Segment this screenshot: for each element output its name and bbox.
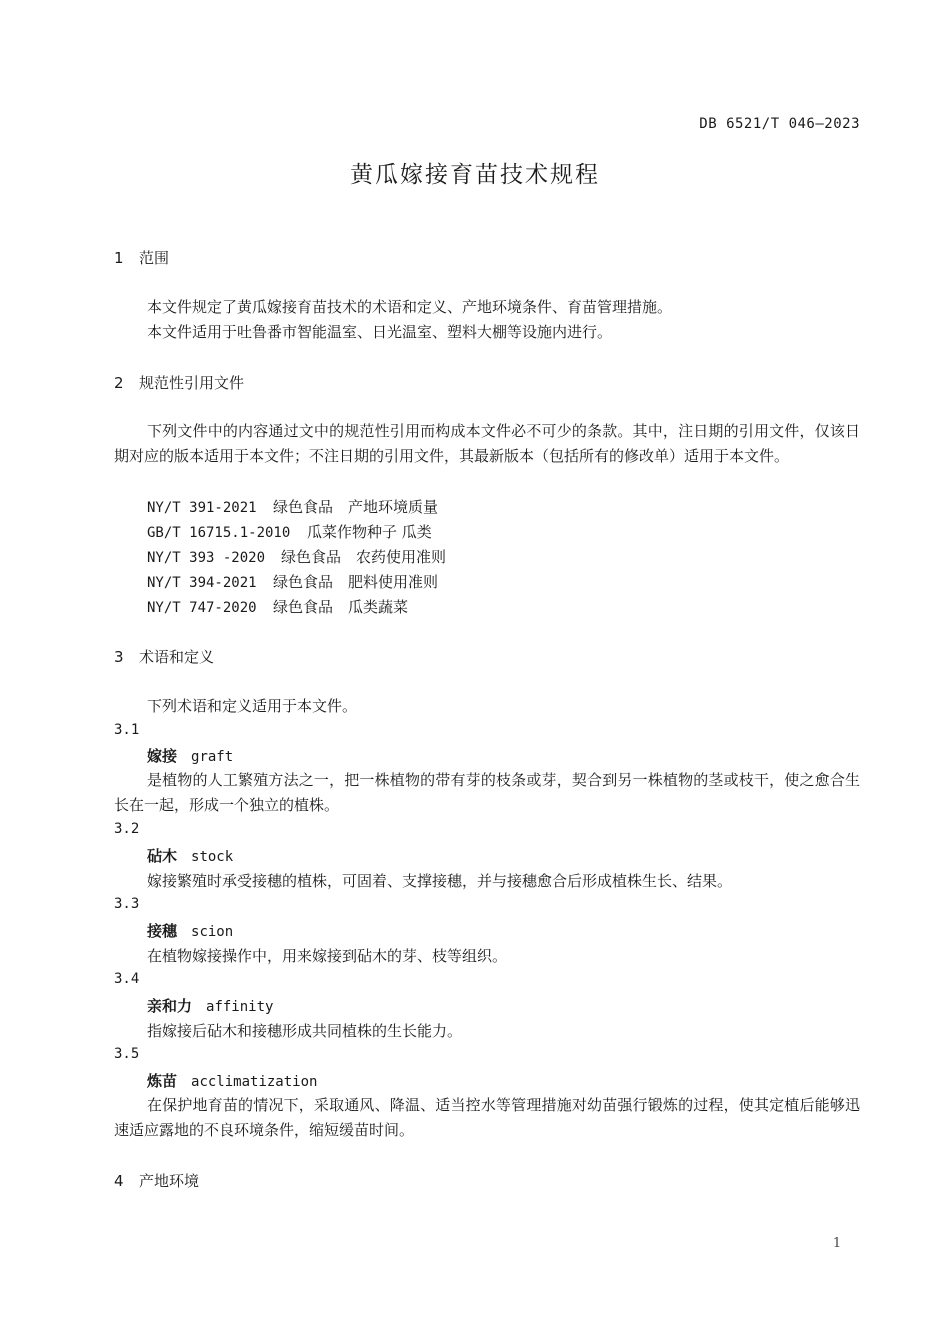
term-definition: 在植物嫁接操作中，用来嫁接到砧木的芽、枝等组织。 — [147, 947, 508, 965]
term-chinese: 砧木 — [147, 847, 178, 865]
reference-item — [147, 596, 408, 617]
section-number: 4 — [114, 1172, 124, 1190]
reference-item — [147, 571, 438, 592]
term-title — [147, 845, 233, 866]
reference-name: 瓜菜作物种子 瓜类 — [307, 523, 432, 541]
term-chinese: 亲和力 — [147, 997, 193, 1015]
reference-code: GB/T 16715.1-2010 — [147, 525, 291, 541]
term-number: 3.3 — [114, 896, 140, 912]
document-number: DB 6521/T 046—2023 — [699, 116, 860, 132]
term-number: 3.1 — [114, 722, 140, 738]
term-definition: 是植物的人工繁殖方法之一，把一株植物的带有芽的枝条或芽，契合到另一株植物的茎或枝干，使之愈合生长在一起，形成一个独立的植株。 — [114, 771, 860, 814]
reference-name: 绿色食品 瓜类蔬菜 — [273, 598, 409, 616]
section-heading-scope — [114, 247, 169, 268]
reference-code: NY/T 391-2021 — [147, 500, 257, 516]
section-number: 1 — [114, 249, 124, 267]
section-title: 产地环境 — [139, 1172, 200, 1190]
term-chinese: 嫁接 — [147, 747, 178, 765]
reference-code: NY/T 747-2020 — [147, 600, 257, 616]
term-title — [147, 745, 233, 766]
term-english: graft — [191, 749, 234, 765]
term-title — [147, 995, 273, 1016]
term-chinese: 接穗 — [147, 922, 178, 940]
reference-name: 绿色食品 产地环境质量 — [273, 498, 439, 516]
term-definition: 嫁接繁殖时承受接穗的植株，可固着、支撑接穗，并与接穗愈合后形成植株生长、结果。 — [147, 872, 733, 890]
section-heading-terms-definitions — [114, 646, 214, 667]
reference-name: 绿色食品 肥料使用准则 — [273, 573, 439, 591]
term-english: affinity — [206, 999, 274, 1015]
term-number: 3.4 — [114, 971, 140, 987]
paragraph: 下列术语和定义适用于本文件。 — [147, 697, 358, 715]
term-number: 3.2 — [114, 821, 140, 837]
page-number: 1 — [832, 1236, 842, 1251]
section-number: 3 — [114, 648, 124, 666]
section-number: 2 — [114, 374, 124, 392]
section-title: 规范性引用文件 — [139, 374, 245, 392]
page-title: 黄瓜嫁接育苗技术规程 — [350, 162, 600, 188]
reference-code: NY/T 394-2021 — [147, 575, 257, 591]
reference-item — [147, 521, 432, 542]
term-definition: 指嫁接后砧木和接穗形成共同植株的生长能力。 — [147, 1022, 463, 1040]
reference-code: NY/T 393 -2020 — [147, 550, 266, 566]
reference-item — [147, 496, 438, 517]
term-english: stock — [191, 849, 234, 865]
paragraph: 本文件规定了黄瓜嫁接育苗技术的术语和定义、产地环境条件、育苗管理措施。 — [147, 298, 673, 316]
section-title: 术语和定义 — [139, 648, 215, 666]
reference-name: 绿色食品 农药使用准则 — [281, 548, 447, 566]
reference-item — [147, 546, 446, 567]
paragraph: 本文件适用于吐鲁番市智能温室、日光温室、塑料大棚等设施内进行。 — [147, 323, 613, 341]
paragraph: 下列文件中的内容通过文中的规范性引用而构成本文件必不可少的条款。其中，注日期的引用文件，仅该日期对应的版本适用于本文件；不注日期的引用文件，其最新版本（包括所有的修改单）适用于本文件。 — [114, 422, 860, 465]
term-definition: 在保护地育苗的情况下，采取通风、降温、适当控水等管理措施对幼苗强行锻炼的过程，使其定植后能够迅速适应露地的不良环境条件，缩短缓苗时间。 — [114, 1096, 860, 1139]
section-heading-normative-references — [114, 372, 244, 393]
term-chinese: 炼苗 — [147, 1072, 178, 1090]
term-title — [147, 1070, 317, 1091]
term-number: 3.5 — [114, 1046, 140, 1062]
section-title: 范围 — [139, 249, 170, 267]
section-heading-production-environment — [114, 1170, 199, 1191]
term-english: acclimatization — [191, 1074, 318, 1090]
term-title — [147, 920, 233, 941]
term-english: scion — [191, 924, 234, 940]
